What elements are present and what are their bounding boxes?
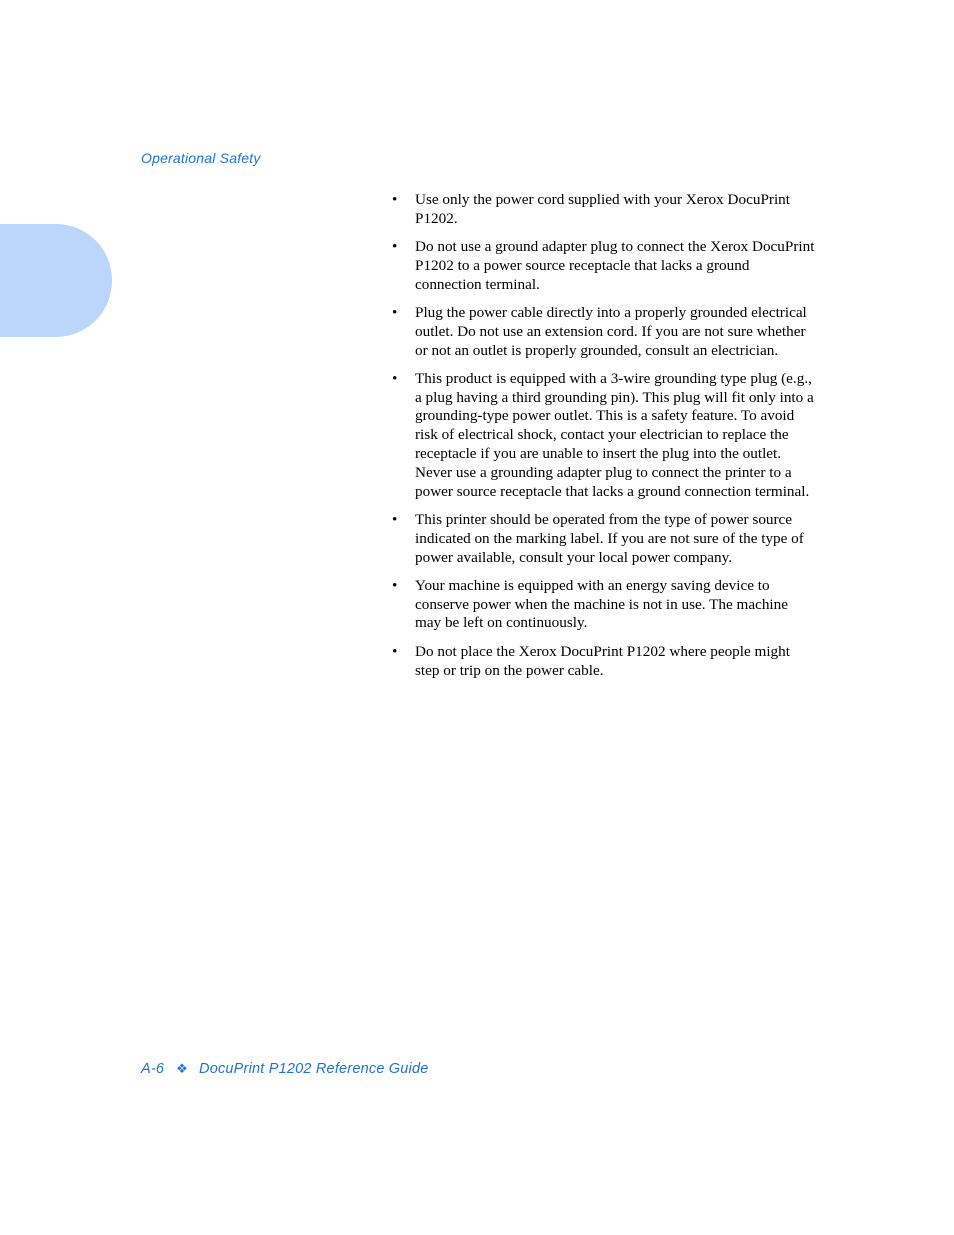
bullet-text: This product is equipped with a 3-wire grounding type plug (e.g., a plug having a third grounding pin). This plug will fit only into a grounding-type power outlet. This is a safety feature. To avoid risk of electrical shock, contact your electrician to replace the receptacle if you are unable to insert the plug into the outlet. Never use a grounding adapter plug to connect the printer to a power source receptacle that lacks a ground connection terminal. — [415, 369, 814, 500]
chapter-tab-marker — [0, 224, 112, 337]
list-item — [392, 238, 817, 294]
page-number: A-6 — [141, 1061, 165, 1077]
bullet-icon: • — [392, 369, 398, 387]
guide-title: DocuPrint P1202 Reference Guide — [199, 1061, 429, 1077]
bullet-text: Do not use a ground adapter plug to connect the Xerox DocuPrint P1202 to a power source receptacle that lacks a ground connection terminal. — [415, 238, 815, 293]
bullet-icon: • — [392, 238, 398, 256]
safety-bullet-list — [392, 191, 817, 690]
bullet-icon: • — [392, 576, 398, 594]
list-item — [392, 577, 817, 633]
page-footer — [141, 1061, 429, 1077]
bullet-text: Use only the power cord supplied with your Xerox DocuPrint P1202. — [415, 191, 790, 227]
list-item — [392, 304, 817, 360]
list-item — [392, 191, 817, 229]
bullet-icon: • — [392, 303, 398, 321]
list-item — [392, 643, 817, 681]
running-header: Operational Safety — [141, 150, 261, 166]
diamond-separator-icon: ❖ — [176, 1061, 189, 1076]
list-item — [392, 511, 817, 567]
list-item — [392, 370, 817, 502]
bullet-icon: • — [392, 191, 398, 208]
bullet-icon: • — [392, 642, 398, 660]
bullet-icon: • — [392, 510, 398, 528]
bullet-text: Do not place the Xerox DocuPrint P1202 where people might step or trip on the power cable. — [415, 642, 790, 679]
bullet-text: Your machine is equipped with an energy saving device to conserve power when the machine is not in use. The machine may be left on continuously. — [415, 576, 788, 632]
bullet-text: This printer should be operated from the type of power source indicated on the marking label. If you are not sure of the type of power available, consult your local power company. — [415, 510, 804, 566]
bullet-text: Plug the power cable directly into a properly grounded electrical outlet. Do not use an extension cord. If you are not sure whether or not an outlet is properly grounded, consult an electrician. — [415, 303, 807, 359]
